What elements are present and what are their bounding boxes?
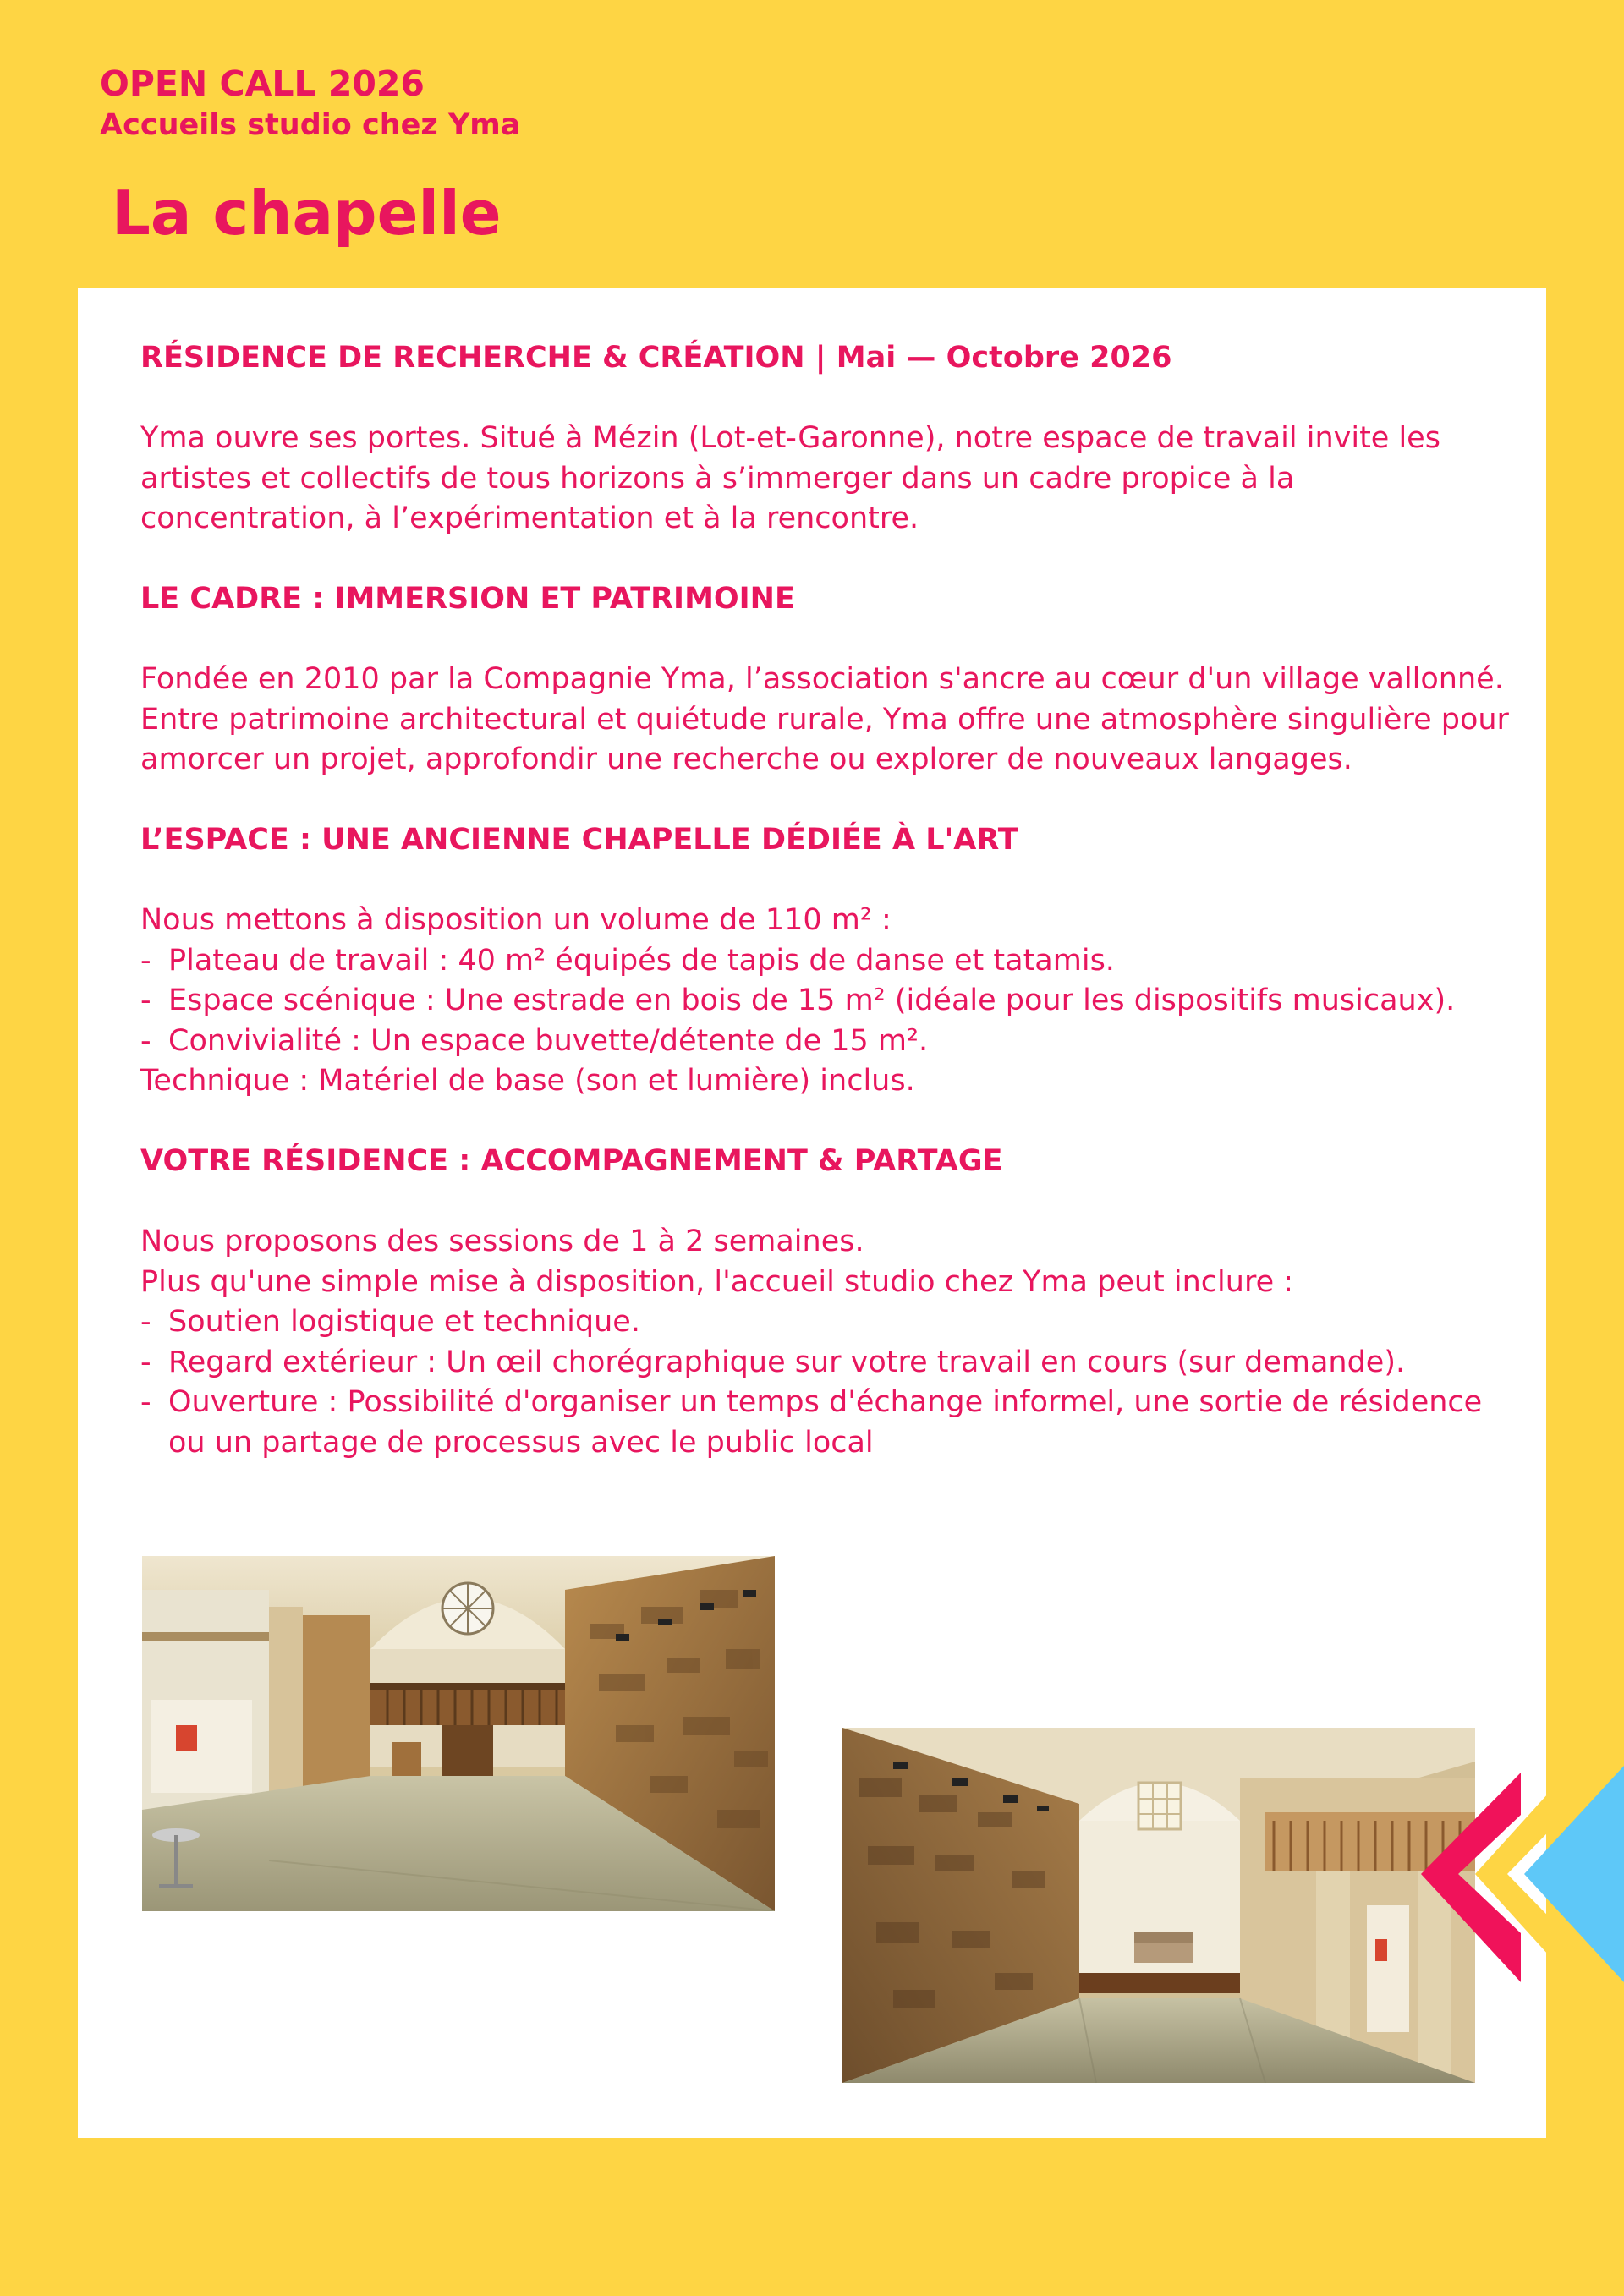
residence-line-2: Plus qu'une simple mise à disposition, l'accueil studio chez Yma peut inclure : bbox=[140, 1264, 1294, 1299]
bullet-text: Ouverture : Possibilité d'organiser un temps d'échange informel, une sortie de résidence ou un partage de processus avec le public local bbox=[168, 1385, 1483, 1460]
residence-line-1: Nous proposons des sessions de 1 à 2 semaines. bbox=[140, 1225, 864, 1258]
bullet-dash: - bbox=[140, 1345, 151, 1379]
espace-heading: L’ESPACE : UNE ANCIENNE CHAPELLE DÉDIÉE À L'ART bbox=[140, 823, 1018, 857]
bullet-text: Soutien logistique et technique. bbox=[168, 1305, 640, 1339]
espace-bullet bbox=[140, 1022, 1511, 1062]
bullet-dash: - bbox=[140, 943, 151, 978]
header-kicker: OPEN CALL 2026 bbox=[100, 63, 425, 104]
header-subtitle: Accueils studio chez Yma bbox=[100, 108, 521, 142]
cadre-text: Fondée en 2010 par la Compagnie Yma, l’association s'ancre au cœur d'un village vallonné. Entre patrimoine architectural et quiétude rurale, Yma offre une atmosphère singulière pour amorcer un projet, approfondir une recherche ou explorer de nouveaux langages. bbox=[140, 662, 1509, 776]
bullet-text: Regard extérieur : Un œil chorégraphique sur votre travail en cours (sur demande). bbox=[168, 1345, 1406, 1379]
bullet-dash: - bbox=[140, 984, 151, 1017]
espace-technique: Technique : Matériel de base (son et lumière) inclus. bbox=[140, 1064, 915, 1098]
intro-heading: RÉSIDENCE DE RECHERCHE & CRÉATION | Mai — Octobre 2026 bbox=[140, 341, 1172, 375]
bullet-dash: - bbox=[140, 1385, 151, 1419]
bullet-text: Espace scénique : Une estrade en bois de 15 m² (idéale pour les dispositifs musicaux). bbox=[168, 984, 1456, 1017]
residence-heading: VOTRE RÉSIDENCE : ACCOMPAGNEMENT & PARTAGE bbox=[140, 1144, 1003, 1178]
cadre-heading: LE CADRE : IMMERSION ET PATRIMOINE bbox=[140, 582, 795, 616]
espace-bullet bbox=[140, 941, 1511, 982]
chapel-photo-rose-window bbox=[142, 1556, 775, 1911]
bullet-text: Convivialité : Un espace buvette/détente de 15 m². bbox=[168, 1023, 929, 1058]
chevron-blue-icon bbox=[1524, 1766, 1624, 1982]
bullet-dash: - bbox=[140, 1023, 151, 1058]
bullet-text: Plateau de travail : 40 m² équipés de tapis de danse et tatamis. bbox=[168, 943, 1115, 978]
bullet-dash: - bbox=[140, 1305, 151, 1339]
content-body bbox=[140, 338, 1511, 1463]
chapel-photo-lounge bbox=[842, 1728, 1475, 2083]
content-card bbox=[78, 288, 1546, 2138]
residence-bullet bbox=[140, 1343, 1511, 1384]
residence-bullet bbox=[140, 1302, 1511, 1343]
espace-intro: Nous mettons à disposition un volume de 110 m² : bbox=[140, 903, 892, 937]
decorative-chevrons bbox=[1421, 1766, 1624, 1986]
intro-text: Yma ouvre ses portes. Situé à Mézin (Lot-et-Garonne), notre espace de travail invite les artistes et collectifs de tous horizons à s’immerger dans un cadre propice à la concentration, à l’expérimentation et à la rencontre. bbox=[140, 421, 1440, 535]
residence-bullet bbox=[140, 1383, 1511, 1463]
page-title: La chapelle bbox=[112, 178, 502, 249]
espace-bullet bbox=[140, 981, 1511, 1022]
